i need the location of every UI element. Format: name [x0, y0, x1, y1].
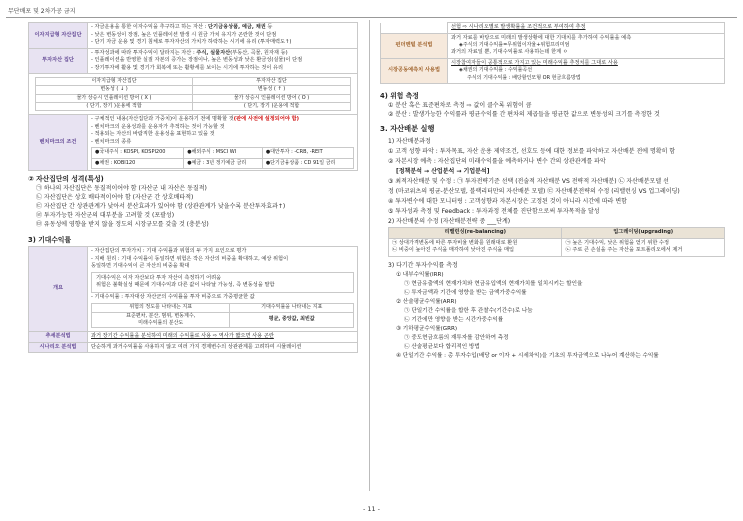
row-label-investment: 투자자산 집단 [29, 48, 88, 74]
row-content-trend: 과거 장기간 수익률을 분석하여 미래의 수익률로 사용 ⇨ 역사가 짧으면 사용 곤란 [88, 332, 358, 343]
column-divider [369, 20, 370, 491]
section-asset-characteristics: ② 자산집단의 성격(특성) [28, 174, 104, 183]
subsection-title: 2) 자산배분의 수정 (자산배분전략 중 ___단계) [388, 218, 511, 226]
list-item: ② 분산 : 발생가능한 수익률과 평균수익률 간 편차의 제곱들을 평균한 값으로 변동성의 크기를 측정한 것 [388, 110, 660, 118]
list-item: ③ 기하평균수익률(GRR) [396, 325, 458, 332]
row-label-interest: 이자지급형 자산집단 [29, 23, 88, 49]
row-label-benchmark: 벤치마크의 조건 [29, 115, 88, 171]
expected-return-table [28, 246, 358, 353]
row-content-benchmark: - 구체적인 내용(자산집단과 가중치)이 운용하기 전에 명확할 것(판에 사전에 설정되어야 함) - 벤치마크의 운용성과를 운용자가 추적하는 것이 가능할 것 - 적용되는 자산의 바람직한 운용성을 표현하고 있을 것 - 벤치마크의 종류 ●국내주식 : KOSPI, KOSPI200 ●해외주식 : MSCI WI ●대안투자 : -CRB, -REIT ●채권 : KOBI120 ●예금 : 3년 정기예금 금리 ●단기금융상품 : CD 91일 금리 [88, 115, 358, 171]
list-item: ④ 단일기간 수익률 : 총 투자수입(배당 or 이자 + 시세차익)을 기초의 투자금액으로 나누어 계산하는 수익률 [396, 352, 659, 359]
return-method-table [380, 22, 725, 84]
list-item: ② 자본시장 예측 : 자산집단의 미래수익률을 예측하거나 변수 간의 상관관계를 파악 [388, 158, 606, 166]
left-column [28, 22, 358, 499]
list-item: ㉠ 하나의 자산집단은 동질적이어야 함 (자산군 내 자산은 동질적) [36, 184, 207, 192]
row-content-investment: - 투자성과에 따라 투자수익이 달라지는 자산 : 주식, 실물자산(부동산, 곡물, 원자재 등) - 인플레이션을 반영한 실질 자본의 증가는 장점이나, 높은 변동성과 낮은 환금성(실물)이 단점 - 장기투자에 활용 및 경기가 회복에 또는 활황세를 보이는 시기에 투자하는 것이 유리 [88, 48, 358, 74]
row-label-fundamental: 펀더멘털 분석법 [381, 33, 448, 58]
subsection-title: 1) 자산배분과정 [388, 138, 431, 146]
list-item: ㉡ 자산집단은 상호 배타적이어야 함 (자산군 간 상호배타적) [36, 193, 194, 201]
section-expected-return: 3) 기대수익률 [28, 236, 72, 245]
section-asset-allocation: 3. 자산배분 실행 [380, 124, 435, 134]
analysis-flow: [정책분석 → 산업분석 → 기업분석] [396, 168, 490, 176]
row-label-market-consensus: 시장공동예측치 사용법 [381, 58, 448, 83]
row-content-overview: - 자산집단의 투자가치 : 기대 수익률과 위험의 두 가지 요인으로 평가 - 지배 원리 : 기대 수익률이 동일하면 위험은 작은 자산의 비중을 확대하고, 예상 위험이 동일하면 기대수익이 큰 자산의 비중을 확대 기대수익은 이자 자산보다 투자 자산이 측정하기 어려움 위험은 불확실성 때문에 기대수익과 다른 값이 나타날 가능성, 즉 변동성을 말함 - 기대수익률 : 투자대상 자산군의 수익률을 투자 비중으로 가중평균한 값 위험의 정도를 나타내는 지표 기대수익률을 나타내는 지표 표준편차, 분산, 범위, 변동계수, 미래수익률의 분산도 평균, 중앙값, 최빈값 [88, 247, 358, 332]
row-content-top: 선험 ⇨ 시나리오별로 발생확률을 조건적으로 부여하여 추정 [448, 23, 725, 34]
list-item: ㉡ 산술평균보다 합리적인 방법 [404, 343, 480, 350]
header-divider [6, 17, 737, 18]
comparison-table: 이자지급형 자산집단 투자자산 집단 변동성 ( ↓ ) 변동성 ( ↑ ) 물가 상승시 인플레이션 방어 ( X ) 물가 상승시 인플레이션 방어 ( O ) ( 단기, 장기 )운용에 적합 ( 단기, 장기 )운용에 적합 [35, 77, 351, 111]
list-item: ② 산술평균수익률(ARR) [396, 298, 457, 305]
list-item: 정 (마코위츠의 평균-분산모델, 블랙리터만의 자산배분 모델) ㉢ 자산배분전략의 수정 (리밸런싱 VS 업그레이딩) [388, 188, 680, 196]
subsection-title: 3) 다기간 투자수익률 측정 [388, 261, 458, 269]
row-label-scenario: 시나리오 분석법 [29, 342, 88, 353]
list-item: ① 분산 혹은 표준편차로 측정 ⇨ 값이 클수록 위험이 큼 [388, 101, 532, 109]
list-item: ① 내부수익률(IRR) [396, 271, 444, 278]
section-risk-measure: 4) 위험 측정 [380, 91, 419, 100]
list-item: ⑤ 투자성과 측정 및 Feedback : 투자과정 전체를 진단함으로써 투자목적을 달성 [388, 208, 600, 216]
row-content-fundamental: 과거 자료를 바탕으로 미래의 발생상황에 대한 기대치를 추가하여 수익률을 예측 ◈주식의 기대수익률=무위험이자율+위험프리미엄 과거의 자료일 뿐, 기대수익률로 사용하는데 한계 ㅇ [448, 33, 725, 58]
list-item: ㉣ 투자가능한 자산군의 대부분을 고려할 것 (포괄성) [36, 212, 175, 220]
page-header: 무단배포 및 2차가공 금지 [8, 8, 76, 15]
indicator-table: 위험의 정도를 나타내는 지표 기대수익률을 나타내는 지표 표준편차, 분산, 범위, 변동계수, 미래수익률의 분산도 평균, 중앙값, 최빈값 [91, 303, 354, 328]
benchmark-list: ●국내주식 : KOSPI, KOSPI200 ●해외주식 : MSCI WI ●대안투자 : -CRB, -REIT ●채권 : KOBI120 ●예금 : 3년 정기예금 금리 ●단기금융상품 : CD 91일 금리 [91, 147, 354, 169]
list-item: ㉡ 투자금액과 기간에 영향을 받는 금액가중수익률 [404, 289, 527, 296]
list-item: ㉠ 단일기간 수익률을 합한 후 관찰수(기간수)로 나눔 [404, 307, 533, 314]
list-item: ㉠ 중도현금흐름의 재투자를 감안하여 측정 [404, 334, 509, 341]
list-item: ③ 최적자산배분 및 수정 : ㉠ 투자전략기준 선택 (전술적 자산배분 VS 전략적 자산배분) ㉡ 자산배분모델 선 [388, 178, 669, 186]
row-content-interest: - 자금운용을 통한 이자수익을 추구하고 하는 자산 : 단기금융상품, 예금, 채권 등 - 낮은 변동성이 장점, 높은 인플레이션 발생 시 원금 가치 유지가 곤란한 것이 단점 - 단기 자금 운용 및 경기 침체로 투자자산의 가치가 하락하는 시기에 유리 (투자매력도↑) [88, 23, 358, 49]
row-content-scenario: 단순하게 과거수익률을 사용하지 않고 여러 가지 경제변수의 상관관계를 고려하여 시뮬레이션 [88, 342, 358, 353]
asset-class-table [28, 22, 358, 171]
page-number: - 11 - [362, 505, 381, 513]
row-label-trend: 추세분석법 [29, 332, 88, 343]
list-item: ④ 투자변수에 대한 모니터링 : 고객성향과 자본시장은 고정된 것이 아니라 시간에 따라 변함 [388, 198, 627, 206]
list-item: ㉢ 자산집단 간 상관관계가 낮아서 분산효과가 있어야 함 (상관관계가 낮을수록 분산투자효과↑) [36, 203, 286, 210]
right-column [380, 22, 725, 499]
rebalancing-table: 리밸런싱(re-balancing) 업그레이딩(upgrading) ㉠ 상대가격변동에 따른 투자비율 변화를 원래대로 환원 ㉡ 비중이 높아진 주식을 매각하여 낮아진 주식을 매입 ㉠ 높은 기대수익, 낮은 위험을 얻기 위한 수정 ㉡ 주로 큰 손실을 주는 자산을 포트폴리오에서 제거 [388, 227, 725, 257]
comparison-cell [29, 74, 358, 115]
list-item: ㉠ 현금유출액의 현재가치와 현금유입액의 현재가치를 일치시키는 할인율 [404, 280, 583, 287]
list-item: ㉤ 유동성에 영향을 받지 않을 정도의 시장규모를 갖출 것 (충분성) [36, 221, 209, 229]
list-item: ① 고객 성향 파악 : 투자목표, 자산 운용 제약조건, 선호도 등에 대한 정보를 파악하고 자산배분 전에 명확히 함 [388, 148, 676, 156]
row-label-overview: 개요 [29, 247, 88, 332]
list-item: ㉡ 기간에만 영향을 받는 시간가중수익률 [404, 316, 504, 323]
row-content-market-consensus: 시장참여자들이 공통적으로 가지고 있는 미래수익률 추정치를 그대로 사용 ◈채권의 기대수익률 : 수익률곡선 주식의 기대수익률 : 배당할인모형 OR 현금흐름방법 [448, 58, 725, 83]
